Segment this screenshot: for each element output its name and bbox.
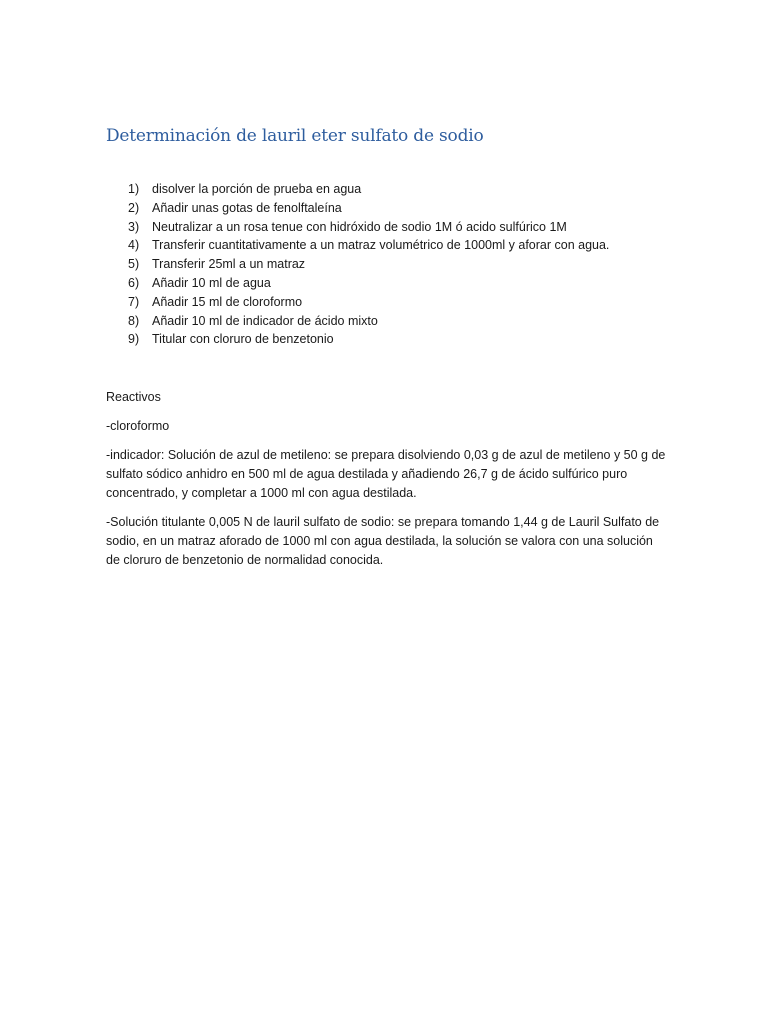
list-item [106, 180, 609, 199]
step-text: Neutralizar a un rosa tenue con hidróxido de sodio 1M ó acido sulfúrico 1M [152, 219, 567, 234]
reactivo-cloroformo: -cloroformo [106, 419, 170, 433]
step-number: 1) [128, 182, 140, 196]
step-text: disolver la porción de prueba en agua [152, 182, 362, 196]
step-text: Transferir 25ml a un matraz [152, 257, 306, 272]
step-number: 9) [128, 332, 140, 347]
step-text: Titular con cloruro de benzetonio [152, 332, 334, 347]
step-number: 3) [128, 219, 140, 234]
step-text: Transferir cuantitativamente a un matraz volumétrico de 1000ml y aforar con agua. [152, 238, 610, 253]
step-number: 5) [128, 257, 140, 272]
step-text: Añadir unas gotas de fenolftaleína [152, 200, 342, 215]
step-number: 4) [128, 238, 140, 253]
list-item [106, 199, 609, 218]
reactivo-indicador: -indicador: Solución de azul de metileno: se prepara disolviendo 0,03 g de azul de metileno y 50 g de sulfato sódico anhidro en 500 ml de agua destilada y añadiendo 26,7 g de ácido sulfúrico puro concentrado, y completar a 1000 ml con agua destilada. [106, 448, 666, 500]
step-number: 7) [128, 294, 140, 309]
list-item [106, 330, 609, 349]
list-item [106, 312, 609, 331]
list-item [106, 218, 609, 237]
step-number: 8) [128, 313, 140, 328]
list-item [106, 255, 609, 274]
step-text: Añadir 10 ml de agua [152, 275, 271, 290]
page-title: Determinación de lauril eter sulfato de sodio [106, 126, 484, 146]
step-number: 6) [128, 275, 140, 290]
step-text: Añadir 15 ml de cloroformo [152, 294, 303, 309]
reactivos-heading: Reactivos [106, 390, 161, 404]
list-item [106, 293, 609, 312]
list-item [106, 274, 609, 293]
step-number: 2) [128, 200, 140, 215]
step-text: Añadir 10 ml de indicador de ácido mixto [152, 313, 378, 328]
list-item [106, 236, 609, 255]
reactivo-solucion-titulante: -Solución titulante 0,005 N de lauril sulfato de sodio: se prepara tomando 1,44 g de Lauril Sulfato de sodio, en un matraz aforado de 1000 ml con agua destilada, la solución se valora con una solución de cloruro de benzetonio de normalidad conocida. [106, 515, 660, 567]
procedure-steps-list [106, 180, 609, 349]
